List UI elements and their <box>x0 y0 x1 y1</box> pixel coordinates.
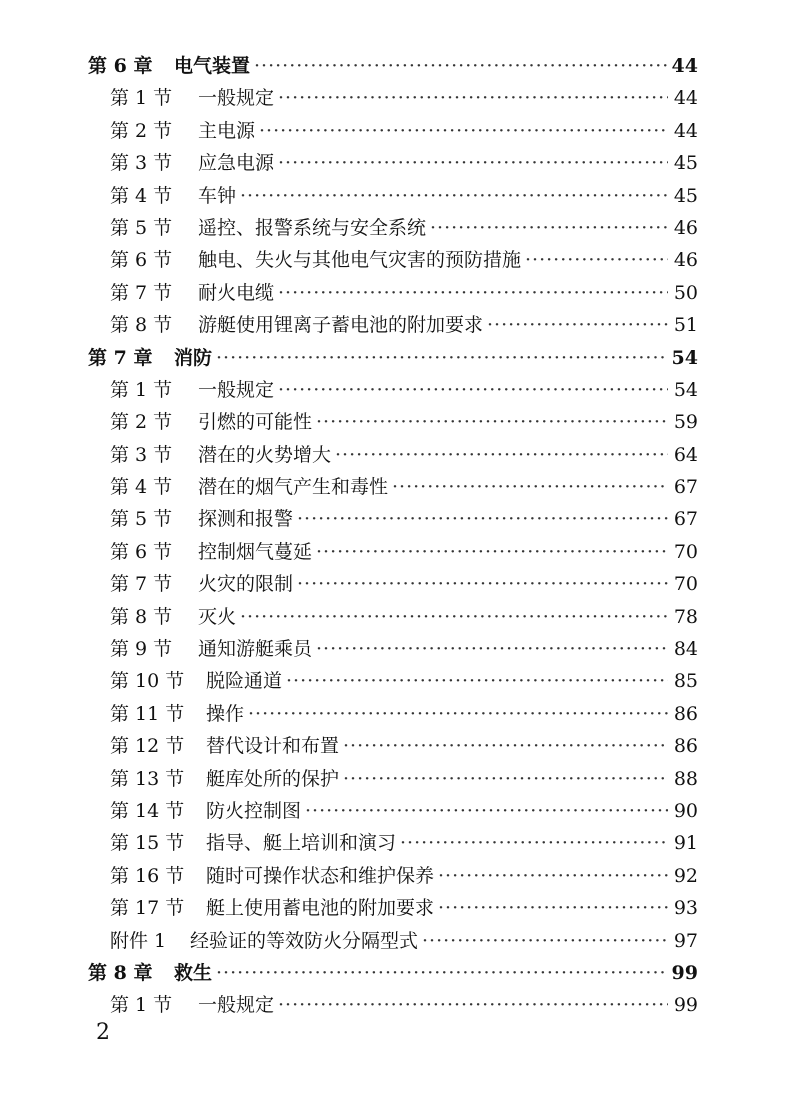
dot-leader <box>438 892 668 924</box>
toc-section-row[interactable] <box>88 471 698 503</box>
toc-entry-number: 第 6 章 <box>88 55 153 77</box>
dot-leader <box>343 730 668 762</box>
toc-entry-page: 78 <box>673 605 698 628</box>
dot-leader <box>278 989 668 1021</box>
toc-entry-number: 第 11 节 <box>110 702 185 725</box>
toc-entry-number: 第 8 节 <box>110 605 173 628</box>
toc-entry-number: 第 3 节 <box>110 152 173 175</box>
toc-entry-title: 艇库处所的保护 <box>206 767 340 790</box>
dot-leader <box>525 244 668 276</box>
toc-section-row[interactable] <box>88 439 698 471</box>
dot-leader <box>335 439 668 471</box>
toc-entry-page: 46 <box>673 216 698 239</box>
toc-entry-number: 第 8 章 <box>88 961 153 984</box>
toc-entry-title: 艇上使用蓄电池的附加要求 <box>206 897 435 920</box>
toc-section-row[interactable] <box>88 503 698 535</box>
toc-entry-title: 通知游艇乘员 <box>198 638 313 661</box>
toc-entry-page: 85 <box>673 670 698 693</box>
dot-leader <box>438 860 668 892</box>
toc-entry-title: 车钟 <box>198 184 237 207</box>
toc-entry-title: 随时可操作状态和维护保养 <box>206 864 435 887</box>
toc-entry-page: 70 <box>673 540 698 563</box>
toc-entry-page: 64 <box>673 443 698 466</box>
toc-entry-title: 经验证的等效防火分隔型式 <box>190 929 419 952</box>
toc-entry-number: 附件 1 <box>110 929 167 952</box>
toc-entry-title: 消防 <box>174 346 213 369</box>
toc-section-row[interactable] <box>88 374 698 406</box>
toc-entry-number: 第 5 节 <box>110 508 173 531</box>
toc-entry-number: 第 10 节 <box>110 670 185 693</box>
toc-section-row[interactable] <box>88 860 698 892</box>
toc-entry-number: 第 15 节 <box>110 832 185 855</box>
toc-entry-title: 引燃的可能性 <box>198 411 313 434</box>
toc-entry-page: 93 <box>673 897 698 920</box>
toc-section-row[interactable] <box>88 827 698 859</box>
toc-entry-page: 44 <box>673 87 698 110</box>
dot-leader <box>240 180 668 212</box>
toc-entry-title: 一般规定 <box>198 378 275 401</box>
dot-leader <box>254 50 668 82</box>
toc-section-row[interactable] <box>88 568 698 600</box>
toc-entry-number: 第 2 节 <box>110 119 173 142</box>
toc-entry-page: 86 <box>673 735 698 758</box>
dot-leader <box>343 763 668 795</box>
toc-entry-title: 耐火电缆 <box>198 281 275 304</box>
toc-entry-number: 第 5 节 <box>110 216 173 239</box>
toc-entry-title: 触电、失火与其他电气灾害的预防措施 <box>198 249 522 272</box>
toc-entry-number: 第 9 节 <box>110 638 173 661</box>
toc-section-row[interactable] <box>88 277 698 309</box>
toc-entry-number: 第 8 节 <box>110 314 173 337</box>
toc-entry-number: 第 1 节 <box>110 378 173 401</box>
toc-entry-title: 替代设计和布置 <box>206 735 340 758</box>
toc-entry-title: 探测和报警 <box>198 508 294 531</box>
toc-entry-page: 45 <box>673 152 698 175</box>
dot-leader <box>216 957 668 989</box>
dot-leader <box>316 536 668 568</box>
toc-entry-page: 97 <box>673 929 698 952</box>
toc-entry-title: 主电源 <box>198 119 256 142</box>
dot-leader <box>278 374 668 406</box>
toc-entry-page: 92 <box>673 864 698 887</box>
toc-section-row[interactable] <box>88 601 698 633</box>
toc-section-row[interactable] <box>88 180 698 212</box>
toc-entry-page: 44 <box>673 119 698 142</box>
toc-entry-page: 67 <box>673 508 698 531</box>
toc-entry-page: 45 <box>673 184 698 207</box>
toc-entry-number: 第 1 节 <box>110 87 173 110</box>
dot-leader <box>278 277 668 309</box>
toc-annex-row[interactable] <box>88 925 698 957</box>
toc-entry-title: 遥控、报警系统与安全系统 <box>198 216 427 239</box>
dot-leader <box>392 471 668 503</box>
toc-entry-page: 54 <box>673 378 698 401</box>
dot-leader <box>422 925 668 957</box>
toc-entry-title: 指导、艇上培训和演习 <box>206 832 397 855</box>
toc-section-row[interactable] <box>88 892 698 924</box>
toc-entry-number: 第 7 节 <box>110 573 173 596</box>
toc-entry-page: 99 <box>673 994 698 1017</box>
toc-entry-page: 70 <box>673 573 698 596</box>
toc-section-row[interactable] <box>88 795 698 827</box>
toc-entry-page: 54 <box>671 346 698 369</box>
toc-entry-page: 99 <box>671 961 698 984</box>
toc-section-row[interactable] <box>88 212 698 244</box>
toc-entry-number: 第 4 节 <box>110 184 173 207</box>
toc-entry-number: 第 6 节 <box>110 540 173 563</box>
toc-entry-page: 44 <box>671 55 698 77</box>
toc-section-row[interactable] <box>88 633 698 665</box>
toc-entry-title: 脱险通道 <box>206 670 283 693</box>
toc-entry-page: 88 <box>673 767 698 790</box>
toc-entry-number: 第 4 节 <box>110 476 173 499</box>
toc-entry-number: 第 7 节 <box>110 281 173 304</box>
toc-entry-number: 第 7 章 <box>88 346 153 369</box>
toc-entry-number: 第 2 节 <box>110 411 173 434</box>
toc-entry-title: 游艇使用锂离子蓄电池的附加要求 <box>198 314 484 337</box>
dot-leader <box>430 212 668 244</box>
toc-entry-title: 救生 <box>174 961 213 984</box>
toc-entry-number: 第 16 节 <box>110 864 185 887</box>
toc-entry-number: 第 17 节 <box>110 897 185 920</box>
dot-leader <box>216 342 668 374</box>
toc-entry-title: 火灾的限制 <box>198 573 294 596</box>
dot-leader <box>400 827 668 859</box>
toc-chapter-row[interactable] <box>88 342 698 374</box>
toc-section-row[interactable] <box>88 763 698 795</box>
toc-entry-page: 86 <box>673 702 698 725</box>
toc-section-row[interactable] <box>88 115 698 147</box>
toc-entry-title: 操作 <box>206 702 245 725</box>
toc-entry-page: 91 <box>673 832 698 855</box>
dot-leader <box>316 633 668 665</box>
dot-leader <box>305 795 668 827</box>
toc-chapter-row[interactable] <box>88 50 698 82</box>
toc-section-row[interactable] <box>88 406 698 438</box>
toc-entry-title: 应急电源 <box>198 152 275 175</box>
toc-entry-number: 第 13 节 <box>110 767 185 790</box>
toc-entry-title: 控制烟气蔓延 <box>198 540 313 563</box>
dot-leader <box>487 309 668 341</box>
toc-section-row[interactable] <box>88 730 698 762</box>
toc-entry-number: 第 1 节 <box>110 994 173 1017</box>
toc-section-row[interactable] <box>88 698 698 730</box>
toc-entry-title: 一般规定 <box>198 994 275 1017</box>
toc-section-row[interactable] <box>88 82 698 114</box>
toc-entry-title: 灭火 <box>198 605 237 628</box>
dot-leader <box>286 665 668 697</box>
dot-leader <box>316 406 668 438</box>
toc-entry-number: 第 12 节 <box>110 735 185 758</box>
toc-entry-title: 一般规定 <box>198 87 275 110</box>
toc-section-row[interactable] <box>88 989 698 1021</box>
toc-entry-page: 67 <box>673 476 698 499</box>
dot-leader <box>297 503 668 535</box>
table-of-contents <box>88 50 698 1022</box>
toc-entry-title: 潜在的火势增大 <box>198 443 332 466</box>
toc-section-row[interactable] <box>88 147 698 179</box>
toc-chapter-row[interactable] <box>88 957 698 989</box>
toc-entry-page: 59 <box>673 411 698 434</box>
dot-leader <box>240 601 668 633</box>
dot-leader <box>248 698 668 730</box>
toc-entry-page: 51 <box>673 314 698 337</box>
toc-section-row[interactable] <box>88 244 698 276</box>
dot-leader <box>259 115 668 147</box>
toc-entry-title: 防火控制图 <box>206 799 302 822</box>
dot-leader <box>297 568 668 600</box>
toc-entry-title: 潜在的烟气产生和毒性 <box>198 476 389 499</box>
dot-leader <box>278 82 668 114</box>
toc-entry-number: 第 14 节 <box>110 799 185 822</box>
toc-section-row[interactable] <box>88 536 698 568</box>
toc-section-row[interactable] <box>88 665 698 697</box>
toc-entry-title: 电气装置 <box>174 55 251 77</box>
toc-entry-page: 46 <box>673 249 698 272</box>
toc-entry-page: 84 <box>673 638 698 661</box>
page-number: 2 <box>96 1020 110 1045</box>
toc-entry-number: 第 6 节 <box>110 249 173 272</box>
toc-entry-page: 90 <box>673 799 698 822</box>
dot-leader <box>278 147 668 179</box>
toc-section-row[interactable] <box>88 309 698 341</box>
toc-entry-page: 50 <box>673 281 698 304</box>
toc-entry-number: 第 3 节 <box>110 443 173 466</box>
